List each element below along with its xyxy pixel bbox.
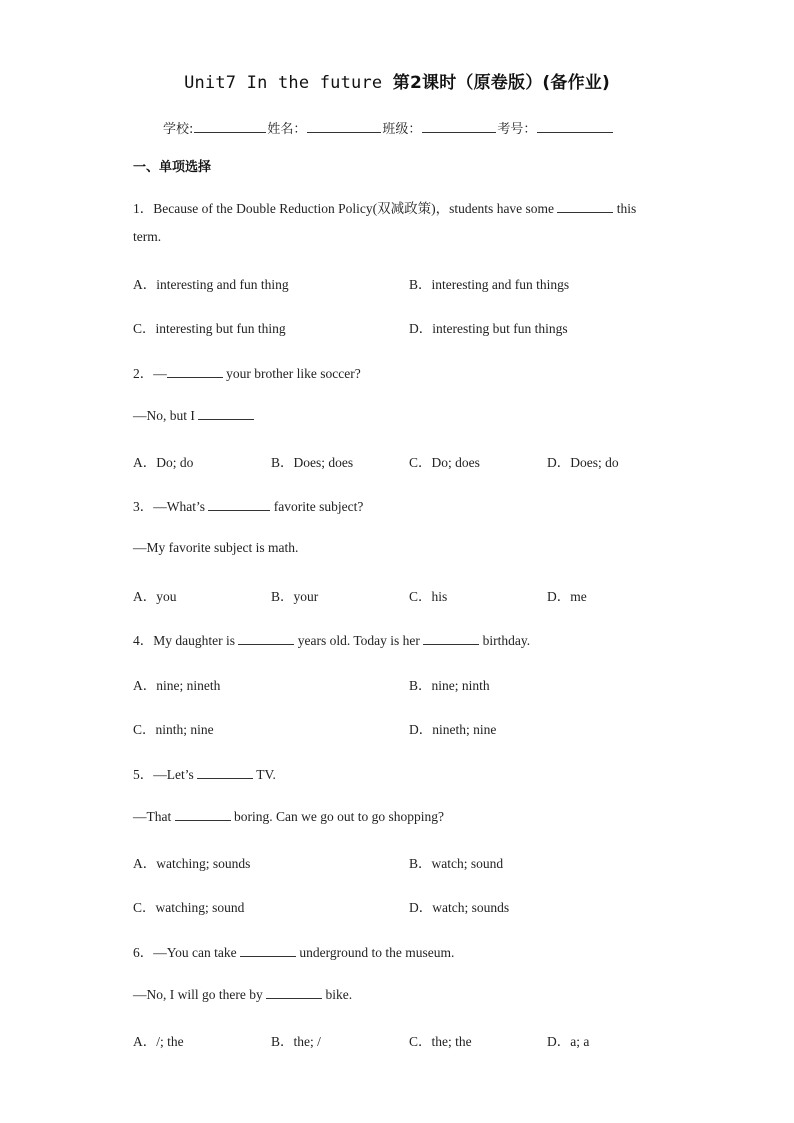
- question-6-option-a[interactable]: A．/; the: [133, 1034, 184, 1049]
- question-3-option-c[interactable]: C．his: [409, 589, 448, 604]
- question-6-answer: —No, I will go there by bike.: [133, 987, 353, 1002]
- question-4-option-c[interactable]: C．ninth; nine: [133, 722, 214, 737]
- student-info-row: [163, 118, 614, 137]
- question-2-option-b[interactable]: B．Does; does: [271, 455, 354, 470]
- question-5-option-a[interactable]: A．watching; sounds: [133, 856, 251, 871]
- name-label: 姓名：: [267, 122, 307, 137]
- question-1-option-a[interactable]: A．interesting and fun thing: [133, 277, 289, 292]
- question-3-blank[interactable]: [208, 497, 270, 511]
- question-3-option-b[interactable]: B．your: [271, 589, 319, 604]
- question-2-answer: —No, but I: [133, 406, 254, 424]
- question-3-option-d[interactable]: D．me: [547, 589, 587, 604]
- title-english: Unit7 In the future: [184, 73, 383, 93]
- section-heading: 一、单项选择: [133, 160, 212, 175]
- question-2-option-d[interactable]: D．Does; do: [547, 455, 619, 470]
- question-5-blank-2[interactable]: [175, 807, 231, 821]
- question-2-stem: 2．— your brother like soccer?: [133, 366, 361, 381]
- number-label: 考号：: [497, 122, 537, 137]
- question-5-stem: 5．—Let’s TV.: [133, 767, 276, 782]
- question-5-option-c[interactable]: C．watching; sound: [133, 900, 245, 915]
- question-6-option-d[interactable]: D．a; a: [547, 1034, 590, 1049]
- school-blank[interactable]: [194, 120, 266, 133]
- question-3-option-a[interactable]: A．you: [133, 589, 177, 604]
- question-2-blank-2[interactable]: [198, 406, 254, 420]
- question-6-stem: 6．—You can take underground to the museum.: [133, 945, 455, 960]
- question-5-option-d[interactable]: D．watch; sounds: [409, 900, 510, 915]
- question-1-option-d[interactable]: D．interesting but fun things: [409, 321, 568, 336]
- question-2-option-c[interactable]: C．Do; does: [409, 455, 480, 470]
- question-3-answer: —My favorite subject is math.: [133, 540, 299, 555]
- school-label: 学校:: [163, 122, 194, 137]
- question-5-answer: —That boring. Can we go out to go shopping?: [133, 809, 444, 824]
- question-4-option-b[interactable]: B．nine; ninth: [409, 678, 490, 693]
- question-5-blank-1[interactable]: [197, 765, 253, 779]
- question-6-blank-2[interactable]: [266, 985, 322, 999]
- question-4-option-d[interactable]: D．nineth; nine: [409, 722, 497, 737]
- title-chinese: 第2课时（原卷版）(备作业): [392, 73, 610, 93]
- question-5-option-b[interactable]: B．watch; sound: [409, 856, 504, 871]
- class-blank[interactable]: [422, 120, 496, 133]
- class-label: 班级：: [382, 122, 422, 137]
- question-1-blank[interactable]: [557, 199, 613, 213]
- name-blank[interactable]: [307, 120, 381, 133]
- question-2-blank-1[interactable]: [167, 364, 223, 378]
- question-1-option-b[interactable]: B．interesting and fun things: [409, 277, 570, 292]
- question-4-blank-1[interactable]: [238, 631, 294, 645]
- question-6-option-c[interactable]: C．the; the: [409, 1034, 472, 1049]
- question-4-stem: 4．My daughter is years old. Today is her birthday.: [133, 633, 531, 648]
- question-6-blank-1[interactable]: [240, 943, 296, 957]
- question-4-option-a[interactable]: A．nine; nineth: [133, 678, 221, 693]
- page-title: [0, 68, 794, 93]
- question-3-stem: 3．—What’s favorite subject?: [133, 499, 364, 514]
- question-4-blank-2[interactable]: [423, 631, 479, 645]
- question-1-stem: 1．Because of the Double Reduction Policy(双减政策)，students have some this: [133, 201, 637, 216]
- question-1-option-c[interactable]: C．interesting but fun thing: [133, 321, 286, 336]
- question-6-option-b[interactable]: B．the; /: [271, 1034, 321, 1049]
- question-2-option-a[interactable]: A．Do; do: [133, 455, 194, 470]
- number-blank[interactable]: [537, 120, 613, 133]
- question-1-stem-cont: term.: [133, 229, 162, 244]
